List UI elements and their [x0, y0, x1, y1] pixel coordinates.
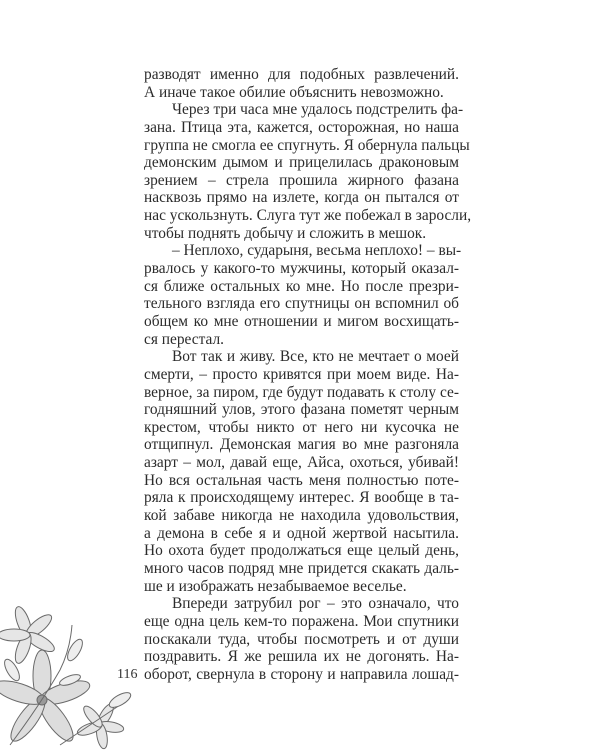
text-line: поздравить. Я же решила их не догонять. На-: [144, 648, 459, 666]
text-line: еще одна цель кем-то поражена. Мои спутники: [144, 612, 459, 630]
floral-corner-ornament-icon: [0, 595, 150, 750]
text-line: смерти, – просто кривятся при моем виде. На-: [144, 365, 459, 383]
text-line: верное, за пиром, где будут подавать к столу се-: [144, 383, 459, 401]
text-line: нас ускользнуть. Слуга тут же побежал в заросли,: [144, 207, 472, 225]
text-line: азарт – мол, давай еще, Айса, охоться, убивай!: [144, 454, 459, 472]
text-line: чтобы поднять добычу и сложить в мешок.: [144, 224, 427, 242]
page-number: 116: [117, 667, 138, 682]
text-line: А иначе такое обилие объяснить невозможно.: [144, 83, 444, 101]
text-line: ся перестал.: [144, 330, 224, 348]
text-line: Но охота будет продолжаться еще целый день,: [144, 542, 459, 560]
text-line: ше и изображать незабываемое веселье.: [144, 577, 407, 595]
text-line: поскакали туда, чтобы посмотреть и от души: [144, 630, 459, 648]
text-line: Но вся остальная часть меня полностью поте-: [144, 471, 459, 489]
text-line: крестом, чтобы никто от него ни кусочка не: [144, 418, 459, 436]
text-line: ся ближе остальных ко мне. Но после презри-: [144, 277, 459, 295]
text-line: оборот, свернула в сторону и направила лошад-: [144, 665, 459, 683]
text-line: рвалось у какого-то мужчины, который оказал-: [144, 260, 459, 278]
text-line: общем ко мне отношении и мигом восхищать-: [144, 312, 459, 330]
text-line: ряла к происходящему интерес. Я вообще в та-: [144, 489, 459, 507]
text-line: Вот так и живу. Все, кто не мечтает о моей: [172, 348, 459, 366]
text-line: годняшний улов, этого фазана пометят черным: [144, 401, 459, 419]
text-line: Впереди затрубил рог – это означало, что: [172, 595, 459, 613]
text-line: разводят именно для подобных развлечений.: [144, 66, 459, 83]
text-line: насквозь прямо на излете, когда он пытался от: [144, 189, 459, 207]
text-line: Через три часа мне удалось подстрелить фа-: [172, 101, 464, 119]
text-line: тельного взгляда его спутницы он вспомнил об: [144, 295, 459, 313]
text-line: много часов подряд мне придется скакать даль-: [144, 559, 459, 577]
text-line: зана. Птица эта, кажется, осторожная, но наша: [144, 118, 459, 136]
text-line: группа не смогла ее спугнуть. Я обернула пальцы: [144, 136, 470, 154]
text-line: а демона в себе я и одной жертвой насытила.: [144, 524, 459, 542]
text-line: кой забаве никогда не находила удовольствия,: [144, 507, 459, 525]
page-body-text: [144, 66, 472, 683]
text-line: демонским дымом и прицелилась драконовым: [144, 154, 459, 172]
text-line: – Неплохо, сударыня, весьма неплохо! – вы-: [172, 242, 462, 260]
text-line: отщипнул. Демонская магия во мне разгоняла: [144, 436, 459, 454]
text-line: зрением – стрела прошила жирного фазана: [144, 171, 459, 189]
